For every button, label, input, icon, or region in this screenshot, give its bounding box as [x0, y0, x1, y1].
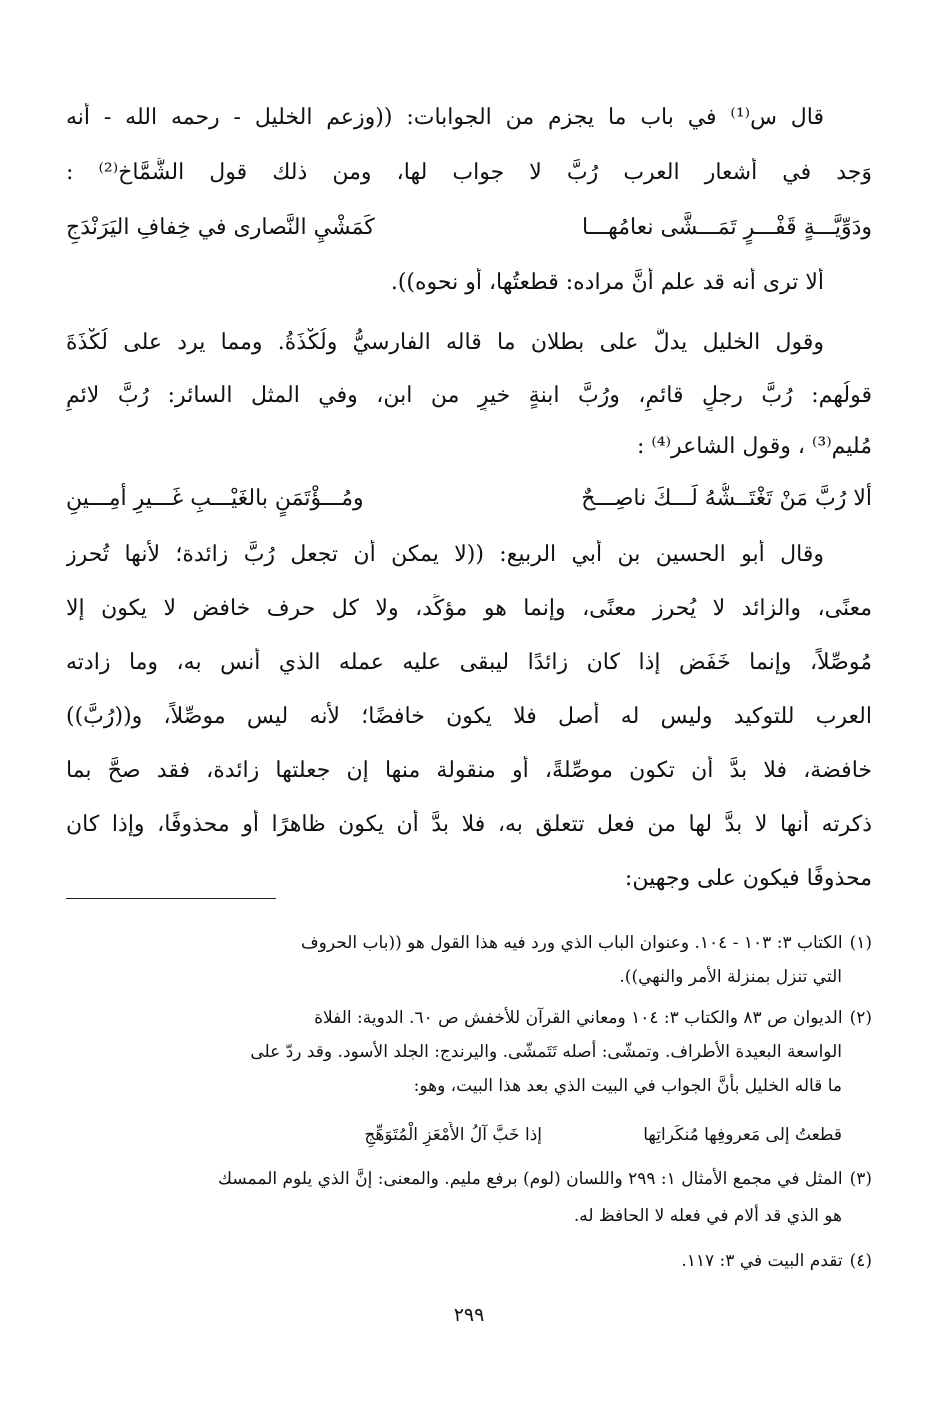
footnote-number: (١) [849, 933, 872, 953]
body-line: العرب للتوكيد وليس له أصل فلا يكون خافضًا؛ لأنه ليس موصِّلاً، و((رُبَّ)) [66, 704, 872, 729]
footnote-number: (٣) [849, 1169, 872, 1189]
footnote-number: (٤) [849, 1251, 872, 1271]
footnote-separator [66, 898, 276, 899]
body-line: محذوفًا فيكون على وجهين: [624, 866, 872, 891]
verse [66, 212, 872, 246]
footnote-text: المثل في مجمع الأمثال ١: ٢٩٩ واللسان (لوم) برفع مليم. والمعنى: إنَّ الذي يلوم الممسك [218, 1169, 843, 1189]
body-line: وقال أبو الحسين بن أبي الربيع: ((لا يمكن أن تجعل رُبَّ زائدة؛ لأنها تُحرز [66, 542, 824, 567]
body-line: مُوصِّلاً، وإنما خَفَض إذا كان زائدًا ليبقى عليه عمله الذي أنس به، وما زادته [66, 650, 872, 675]
body-line: معنًى، والزائد لا يُحرز معنًى، وإنما هو مؤكِّد، ولا كل حرف خافض لا يكون إلا [66, 596, 872, 621]
body-line: خافضة، فلا بدَّ أن تكون موصِّلةً، أو منقولة منها إن جعلتها زائدة، فقد صحَّ بما [66, 758, 872, 783]
verse-hemistich-second: ومُـــؤْتَمَنٍ بالغَيْـــبِ غَـــيرِ أَمِـــينِ [66, 486, 364, 511]
footnote-line: الواسعة البعيدة الأطراف. وتمشّى: أصله تَتَمشّى. واليرندج: الجلد الأسود. وقد ردّ على [250, 1042, 842, 1062]
body-line: مُليم⁽³⁾ ، وقول الشاعر⁽⁴⁾ : [636, 434, 872, 459]
verse-hemistich-first: قطعتُ إلى مَعروفِها مُنكَراتِها [643, 1125, 842, 1145]
verse-hemistich-first: ودَوِّيَّـــةٍ قَفْـــرٍ تَمَـــشَّى نعامُهـــا [582, 215, 872, 240]
verse [66, 483, 872, 517]
body-line: وقول الخليل يدلُّ على بطلان ما قاله الفارسيُّ ولُكْذَةُ. ومما يرد على لُكْذَةَ [66, 330, 824, 355]
footnote-text: تقدم البيت في ٣: ١١٧. [681, 1251, 843, 1271]
body-line: قال س⁽¹⁾ في باب ما يجزم من الجوابات: ((وزعم الخليل - رحمه الله - أنه [66, 105, 824, 130]
body-line: ألا ترى أنه قد علم أنَّ مراده: قطعتُها، أو نحوه)). [390, 270, 824, 295]
page-number: ٢٩٩ [453, 1304, 485, 1326]
body-line: ذكرته أنها لا بدَّ لها من فعل تتعلق به، فلا بدَّ أن يكون ظاهرًا أو محذوفًا، وإذا كان [66, 812, 872, 837]
footnote [66, 1166, 872, 1192]
footnote-line: ما قاله الخليل بأنَّ الجواب في البيت الذي بعد هذا البيت، وهو: [413, 1076, 842, 1096]
footnote-line: هو الذي قد ألام في فعله لا الحافظ له. [573, 1206, 842, 1226]
footnote-text: الكتاب ٣: ١٠٣ - ١٠٤. وعنوان الباب الذي ورد فيه هذا القول هو ((باب الحروف [301, 933, 843, 953]
verse-hemistich-second: إذا خَبَّ آلُ الأَمْعَزِ الْمُتَوَهِّجِ [364, 1125, 542, 1145]
footnote-text: الديوان ص ٨٣ والكتاب ٣: ١٠٤ ومعاني القرآن للأخفش ص ٦٠. الدوية: الفلاة [314, 1008, 843, 1028]
verse-hemistich-second: كَمَشْيِ النَّصارى في خِفافِ اليَرَنْدَجِ [66, 215, 375, 240]
footnote-verse [66, 1122, 872, 1152]
verse-hemistich-first: ألا رُبَّ مَنْ تَغْتَــشُّهُ لَـــكَ ناصِـــحٌ [581, 486, 872, 511]
footnote-line: التي تنزل بمنزلة الأمر والنهي)). [619, 967, 842, 987]
body-line: قولُهم: رُبَّ رجلٍ قائمٍ، ورُبَّ ابنةٍ خيرٍ من ابن، وفي المثل السائر: رُبَّ لائمٍ [66, 383, 872, 408]
footnote [66, 1005, 872, 1031]
footnote [66, 1248, 872, 1274]
footnote [66, 930, 872, 956]
body-line: وَجد في أشعار العرب رُبَّ لا جواب لها، ومن ذلك قول الشَّمَّاخ⁽²⁾ : [66, 160, 872, 185]
footnote-number: (٢) [849, 1008, 872, 1028]
